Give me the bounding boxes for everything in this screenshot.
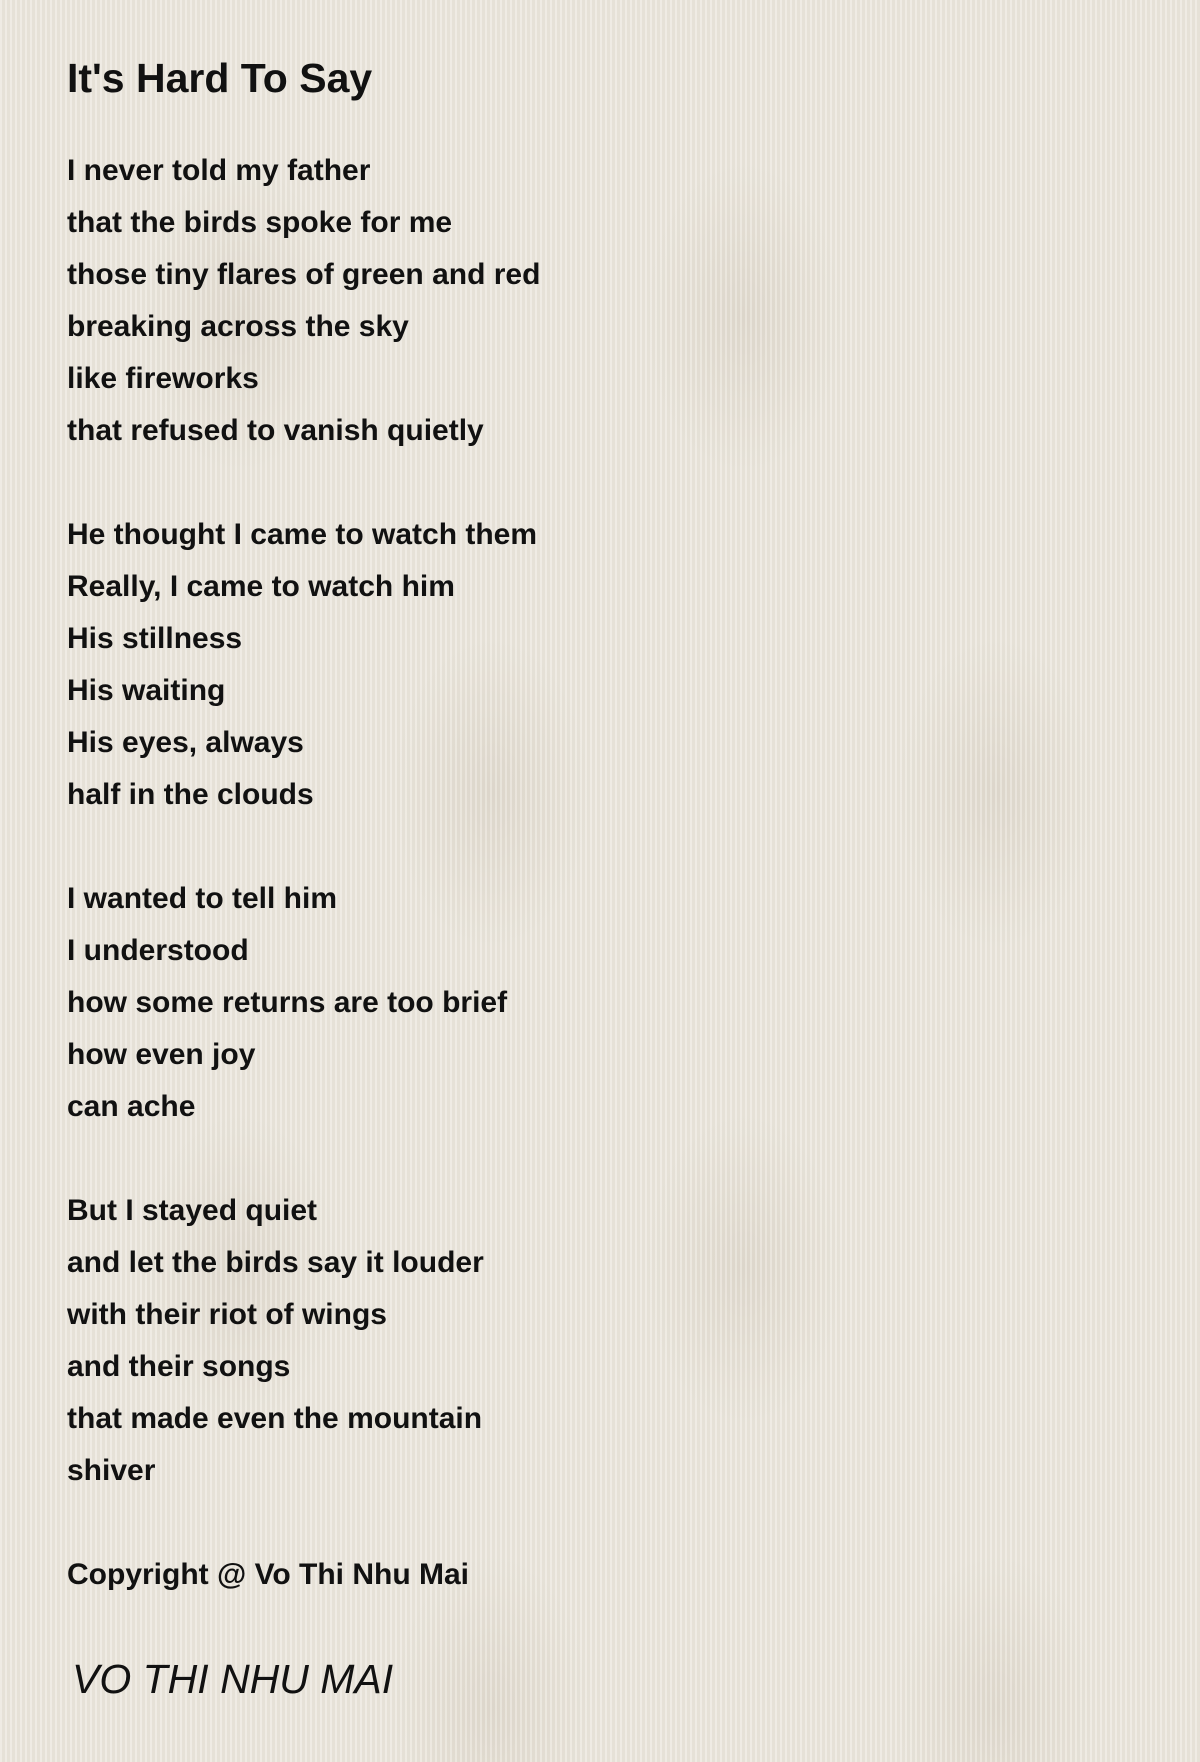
stanza-1 [67,145,1147,457]
poem-line: Really, I came to watch him [67,570,455,603]
poem-line: and their songs [67,1350,291,1383]
poem-line: how even joy [67,1038,256,1071]
author-signature: VO THI NHU MAI [72,1656,394,1702]
poem-line: I never told my father [67,154,371,187]
poem-line: He thought I came to watch them [67,518,538,551]
poem-line: His stillness [67,622,243,655]
poem-line: with their riot of wings [67,1298,387,1331]
poem-page [67,50,1147,1707]
poem-line: I understood [67,934,249,967]
poem-line: breaking across the sky [67,310,409,343]
poem-line: like fireworks [67,362,259,395]
stanza-3 [67,873,1147,1133]
poem-line: His waiting [67,674,226,707]
poem-line: how some returns are too brief [67,986,508,1019]
poem-line: those tiny flares of green and red [67,258,541,291]
poem-line: that made even the mountain [67,1402,483,1435]
poem-line: can ache [67,1090,196,1123]
poem-title: It's Hard To Say [67,55,373,101]
poem-line: But I stayed quiet [67,1194,318,1227]
poem-line: I wanted to tell him [67,882,338,915]
copyright-notice: Copyright @ Vo Thi Nhu Mai [67,1558,469,1591]
stanza-4 [67,1185,1147,1497]
poem-body [67,145,1147,1601]
poem-line: that the birds spoke for me [67,206,453,239]
poem-line: half in the clouds [67,778,314,811]
poem-line: His eyes, always [67,726,304,759]
poem-line: shiver [67,1454,156,1487]
poem-line: that refused to vanish quietly [67,414,484,447]
stanza-2 [67,509,1147,821]
poem-line: and let the birds say it louder [67,1246,484,1279]
